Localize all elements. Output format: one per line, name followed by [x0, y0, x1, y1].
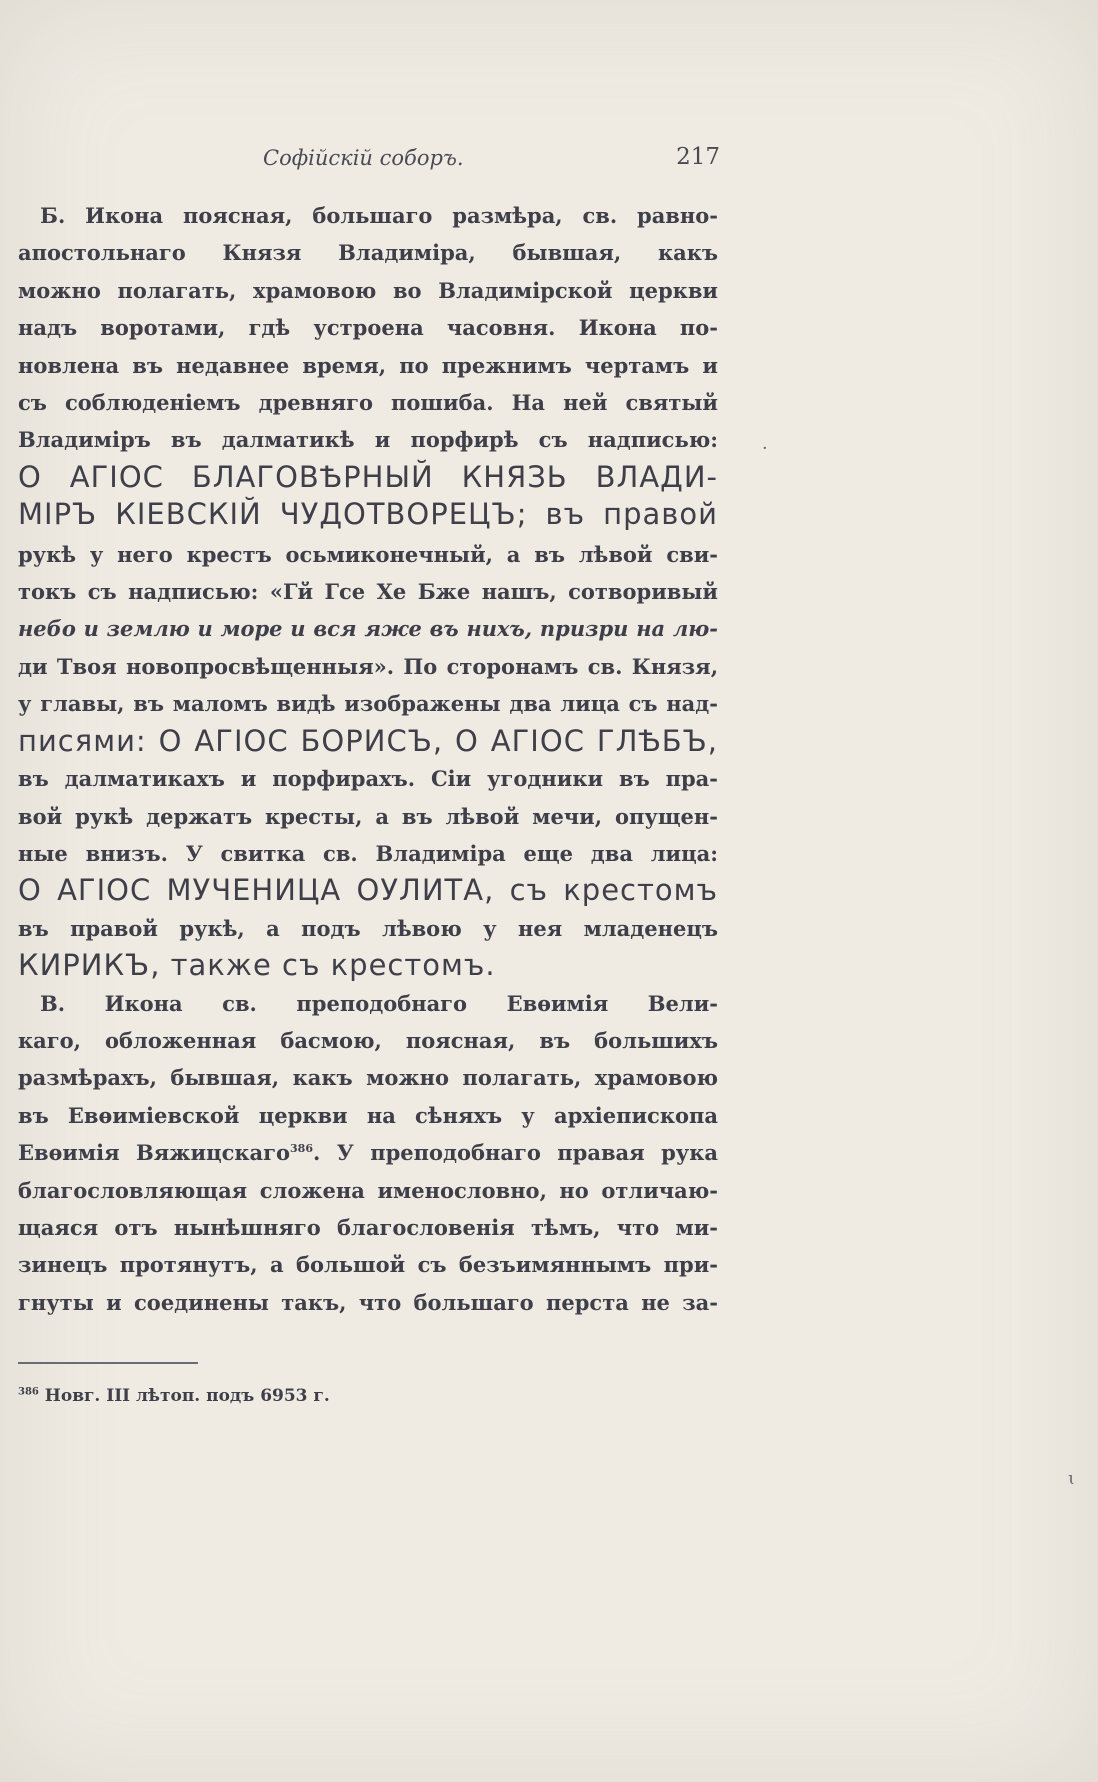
- church-slavonic-inscription: писями: О АГІОС БОРИСЪ, О АГІОС ГЛѢБЪ,: [18, 723, 718, 758]
- text-line: въ далматикахъ и порфирахъ. Сіи угодники въ пра-: [18, 766, 718, 792]
- text-line: ди Твоя новопросвѣщенныя». По сторонамъ св. Князя,: [18, 653, 718, 679]
- text-line: въ правой рукѣ, а подъ лѣвою у нея младенецъ: [18, 915, 718, 941]
- text-line: небо и землю и море и вся яже въ нихъ, призри на лю-: [18, 616, 718, 642]
- text-line: каго, обложенная басмою, поясная, въ большихъ: [18, 1027, 718, 1053]
- church-slavonic-inscription: КИРИКЪ, также съ крестомъ.: [18, 948, 496, 983]
- text-line: въ Евѳиміевской церкви на сѣняхъ у архіепископа: [18, 1102, 718, 1128]
- text-line: ные внизъ. У свитка св. Владиміра еще два лица:: [18, 840, 718, 866]
- text-line: Владиміръ въ далматикѣ и порфирѣ съ надписью:: [18, 427, 718, 453]
- church-slavonic-inscription: О АГІОС МУЧЕНИЦА ОУЛИТА, съ крестомъ: [18, 873, 718, 908]
- footnote-number: 386: [18, 1386, 39, 1398]
- footnote: [18, 1386, 718, 1406]
- margin-mark: ɩ: [1068, 1468, 1076, 1489]
- running-title: Софійскій соборъ.: [263, 146, 464, 170]
- church-slavonic-inscription: О АГІОС БЛАГОВѢРНЫЙ КНЯЗЬ ВЛАДИ-: [18, 459, 718, 494]
- text-line: апостольнаго Князя Владиміра, бывшая, какъ: [18, 240, 718, 266]
- text-line: Б. Икона поясная, большаго размѣра, св. равно-: [40, 203, 718, 228]
- text-line: надъ воротами, гдѣ устроена часовня. Икона по-: [18, 315, 718, 341]
- text-line: В. Икона св. преподобнаго Евѳимія Вели-: [40, 990, 718, 1016]
- text-line: благословляющая сложена именословно, но отличаю-: [18, 1177, 718, 1203]
- margin-dot: ·: [762, 438, 768, 459]
- text-line: [18, 1134, 718, 1171]
- main-text: [18, 197, 718, 1321]
- page-number: 217: [676, 144, 720, 170]
- text-line: новлена въ недавнее время, по прежнимъ чертамъ и: [18, 352, 718, 378]
- text-segment: Евѳимія Вяжицскаго: [18, 1140, 291, 1166]
- text-line: съ соблюденіемъ древняго пошиба. На ней святый: [18, 390, 718, 416]
- text-line: можно полагать, храмовою во Владимірской церкви: [18, 277, 718, 303]
- footnote-reference: 386: [290, 1142, 313, 1156]
- text-line: зинецъ протянутъ, а большой съ безъимяннымъ при-: [18, 1252, 718, 1278]
- text-line: размѣрахъ, бывшая, какъ можно полагать, храмовою: [18, 1065, 718, 1091]
- text-line: [18, 496, 718, 535]
- text-segment: . У преподобнаго правая рука: [313, 1140, 718, 1166]
- page-header: [18, 140, 718, 180]
- church-slavonic-inscription: МІРЪ КІЕВСКІЙ ЧУДОТВОРЕЦЪ; въ правой: [18, 497, 718, 532]
- text-line: рукѣ у него крестъ осьмиконечный, а въ лѣвой сви-: [18, 541, 718, 567]
- text-line: вой рукѣ держатъ кресты, а въ лѣвой мечи, опущен-: [18, 803, 718, 829]
- text-line: токъ съ надписью: «Гй Гсе Хе Бже нашъ, сотворивый: [18, 579, 718, 605]
- footnote-divider: [18, 1362, 198, 1364]
- text-line: щаяся отъ нынѣшняго благословенія тѣмъ, что ми-: [18, 1214, 718, 1240]
- text-line: гнуты и соединены такъ, что большаго перста не за-: [18, 1289, 718, 1315]
- text-line: у главы, въ маломъ видѣ изображены два лица съ над-: [18, 691, 718, 717]
- footnote-text: Новг. III лѣтоп. подъ 6953 г.: [38, 1386, 330, 1406]
